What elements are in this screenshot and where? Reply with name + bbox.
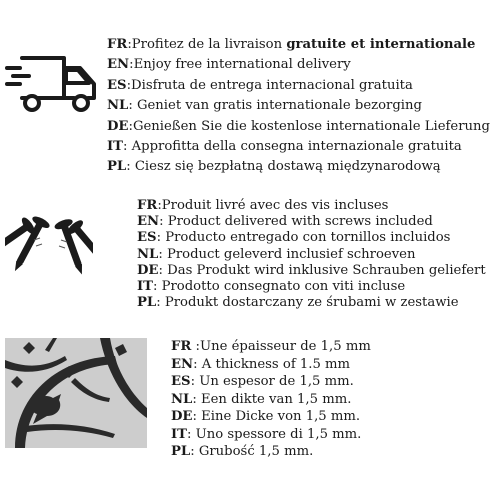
separator: :	[127, 37, 132, 52]
language-code: DE	[137, 262, 159, 278]
language-code: EN	[107, 57, 130, 73]
emphasis-text: gratuite et internationale	[286, 37, 476, 52]
delivery-line-de	[107, 120, 490, 140]
delivery-line-fr	[107, 38, 490, 58]
thickness-info	[171, 340, 371, 463]
screws-photo	[5, 214, 93, 280]
separator: :	[129, 57, 134, 73]
separator: :	[122, 138, 132, 154]
separator: :	[152, 278, 162, 294]
language-code: EN	[137, 214, 160, 230]
translation-text: Genießen Sie die kostenlose internationale Lieferung	[132, 118, 490, 134]
translation-text: Une épaisseur de 1,5 mm	[199, 339, 371, 354]
thickness-line-de	[171, 410, 371, 428]
separator: :	[186, 426, 196, 442]
translation-text: Produkt dostarczany ze śrubami w zestawie	[164, 295, 459, 311]
separator: :	[126, 77, 132, 93]
screws-line-nl	[137, 248, 486, 264]
delivery-truck-icon	[4, 52, 98, 116]
separator: :	[126, 159, 135, 175]
translation-text: Product geleverd inclusief schroeven	[166, 246, 416, 262]
language-code: NL	[107, 98, 129, 114]
separator: :	[190, 374, 200, 389]
language-code: ES	[107, 77, 127, 93]
thickness-line-nl	[171, 393, 371, 411]
delivery-line-it	[107, 140, 490, 160]
language-code: ES	[137, 230, 157, 246]
language-code: IT	[107, 138, 123, 154]
language-code: ES	[171, 374, 191, 389]
separator: :	[158, 262, 168, 278]
translation-text: Ciesz się bezpłatną dostawą międzynarodową	[134, 159, 441, 175]
language-code: IT	[137, 278, 153, 294]
translation-text: Prodotto consegnato con viti incluse	[161, 278, 406, 294]
delivery-line-es	[107, 79, 490, 99]
translation-text: A thickness of 1.5 mm	[201, 356, 351, 372]
separator: :	[192, 409, 202, 424]
thickness-line-it	[171, 428, 371, 446]
translation-text: Approfitta della consegna internazionale gratuita	[131, 138, 462, 154]
translation-text: Un espesor de 1,5 mm.	[199, 374, 354, 389]
language-code: FR	[107, 37, 128, 52]
separator: :	[156, 295, 165, 311]
separator: :	[192, 391, 201, 407]
thickness-line-en	[171, 358, 371, 376]
translation-text: Geniet van gratis internationale bezorging	[136, 98, 422, 114]
translation-text: Disfruta de entrega internacional gratuita	[131, 77, 413, 93]
translation-text: Eine Dicke von 1,5 mm.	[201, 409, 361, 424]
screws-line-es	[137, 231, 486, 247]
translation-text: Grubość 1,5 mm.	[198, 444, 314, 459]
separator: :	[190, 444, 199, 459]
screws-line-it	[137, 280, 486, 296]
translation-text: Das Produkt wird inklusive Schrauben geliefert	[167, 262, 486, 278]
screws-line-fr	[137, 199, 486, 215]
language-code: EN	[171, 356, 194, 372]
delivery-line-nl	[107, 99, 490, 119]
translation-text: Producto entregado con tornillos incluidos	[165, 230, 451, 246]
language-code: PL	[171, 444, 191, 459]
language-code: IT	[171, 426, 187, 442]
separator: :	[156, 230, 166, 246]
language-code: DE	[171, 409, 193, 424]
separator: :	[159, 214, 168, 230]
language-code: NL	[171, 391, 193, 407]
language-code: FR	[137, 198, 158, 213]
separator: :	[193, 356, 202, 372]
separator: :	[191, 339, 200, 354]
screws-line-pl	[137, 296, 486, 312]
delivery-info	[107, 38, 490, 181]
delivery-line-pl	[107, 160, 490, 180]
screws-info	[137, 199, 486, 312]
language-code: PL	[107, 159, 127, 175]
screws-line-de	[137, 264, 486, 280]
screws-line-en	[137, 215, 486, 231]
delivery-line-en	[107, 58, 490, 78]
thickness-line-pl	[171, 445, 371, 463]
translation-text: Uno spessore di 1,5 mm.	[195, 426, 362, 442]
thickness-line-fr	[171, 340, 371, 358]
separator: :	[128, 98, 137, 114]
language-code: FR	[171, 339, 192, 354]
separator: :	[157, 198, 162, 213]
language-code: NL	[137, 246, 159, 262]
language-code: DE	[107, 118, 129, 134]
translation-text: Product delivered with screws included	[167, 214, 433, 230]
thickness-line-es	[171, 375, 371, 393]
metal-bird-tree-photo	[5, 338, 147, 448]
language-code: PL	[137, 295, 157, 311]
separator: :	[158, 246, 167, 262]
translation-text: Produit livré avec des vis incluses	[161, 198, 389, 213]
translation-text: Profitez de la livraison	[131, 37, 287, 52]
translation-text: Enjoy free international delivery	[133, 57, 351, 73]
separator: :	[128, 118, 133, 134]
translation-text: Een dikte van 1,5 mm.	[200, 391, 352, 407]
